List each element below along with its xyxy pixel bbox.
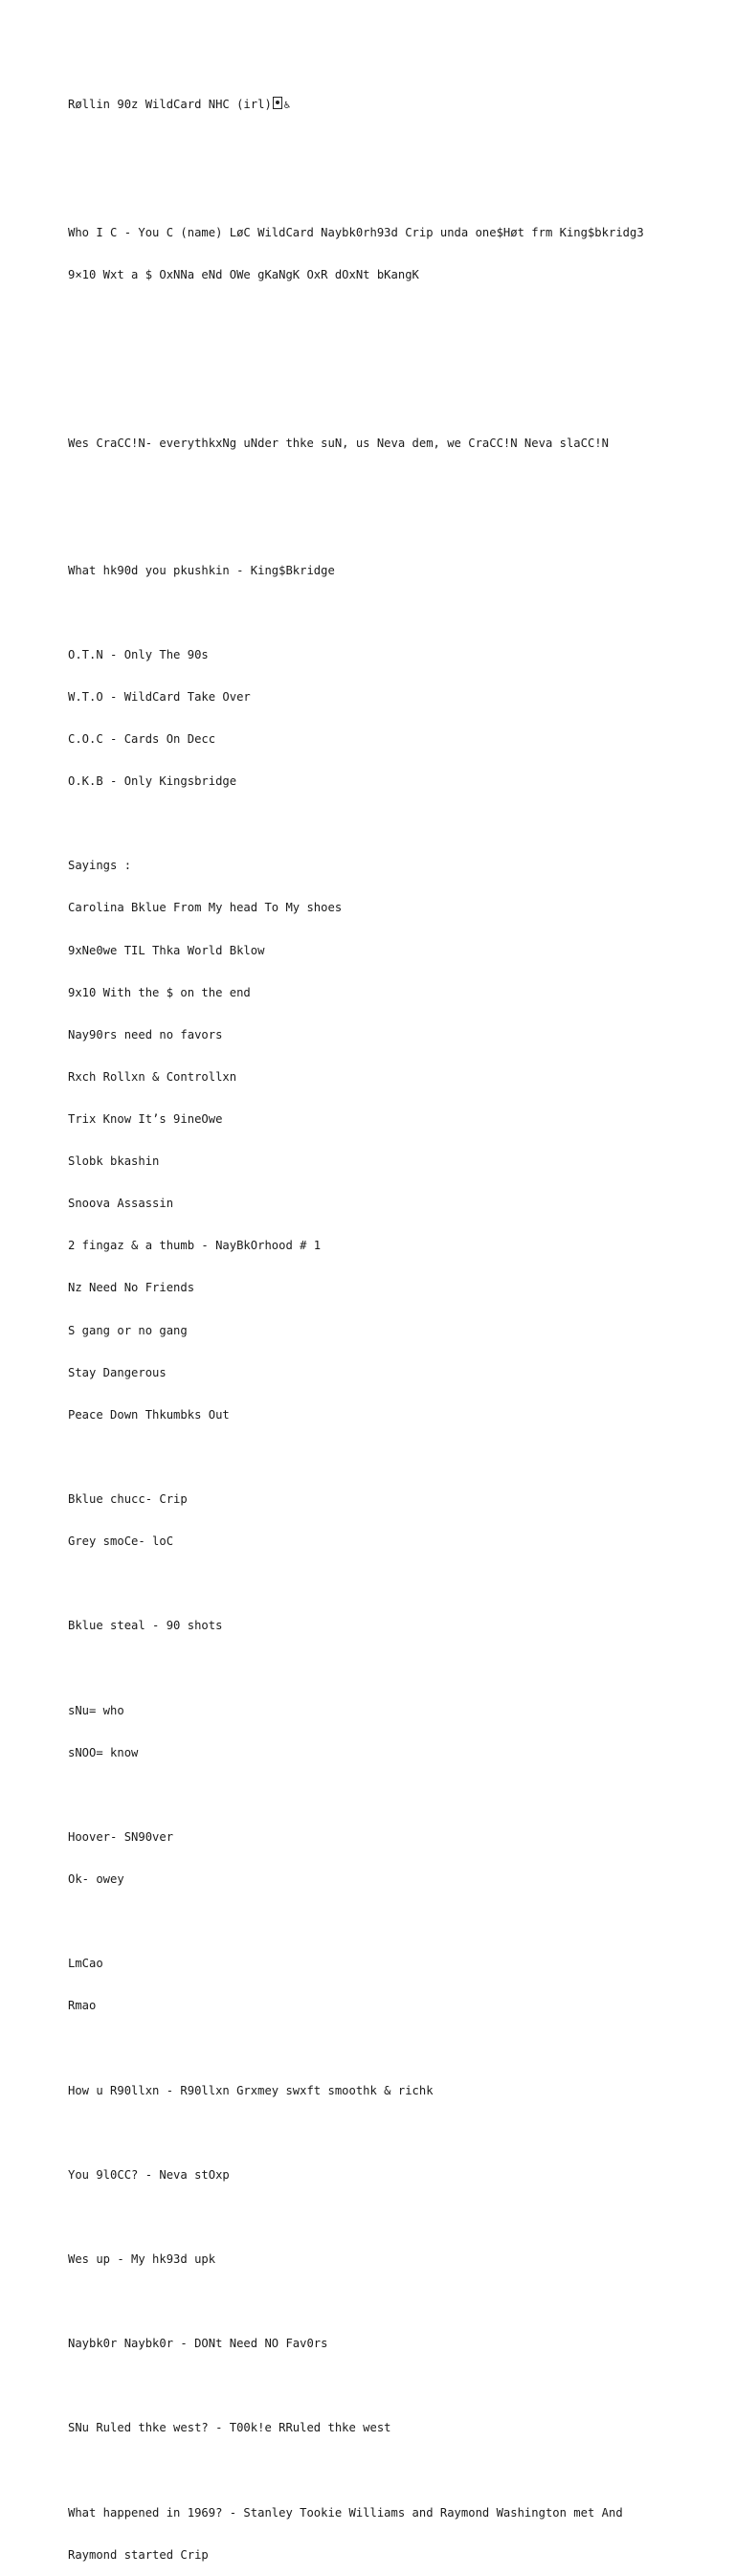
steal-line: Bklue steal - 90 shots [68,1619,223,1633]
saying-line: Trix Know It’s 9ineOwe [68,1112,223,1127]
colors-line: Grey smoCe- loC [68,1534,174,1549]
blank-line [68,2126,700,2140]
qa-line: Wes up - My hk93d upk [68,2251,216,2266]
blank-line [68,2464,700,2478]
blank-line [68,2041,700,2055]
blank-line [68,479,700,493]
saying-line: Nz Need No Friends [68,1281,195,1295]
saying-line: Stay Dangerous [68,1365,167,1379]
blank-line [68,394,700,409]
blank-line [68,2295,700,2309]
blank-line [68,352,700,367]
saying-line: Snoova Assassin [68,1197,174,1211]
qa-line: How u R90llxn - R90llxn Grxmey swxft smoothk & richk [68,2083,434,2097]
blank-line [68,817,700,831]
wheelchair-icon: ♿ [283,99,291,112]
sayings-header: Sayings : [68,859,132,873]
history-line: Raymond started Crip [68,2547,209,2562]
blank-line [68,142,700,156]
saying-line: Peace Down Thkumbks Out [68,1407,230,1422]
qa-line: You 9l0CC? - Neva stOxp [68,2167,230,2182]
saying-line: Carolina Bklue From My head To My shoes [68,901,343,915]
saying-line: 9x10 With the $ on the end [68,985,251,999]
qa-line: Naybk0r Naybk0r - DONt Need NO Fav0rs [68,2337,328,2351]
blank-line [68,1450,700,1465]
blank-line [68,1577,700,1591]
document-title [68,97,700,113]
blank-line [68,2379,700,2393]
intro-line: 9×10 Wxt a $ OxNNa eNd OWe gKaNgK OxR dOxNt bKangK [68,267,419,281]
motto-line: Wes CraCC!N- everythkxNg uNder thke suN, us Neva dem, we CraCC!N Neva slaCC!N [68,437,609,451]
blank-line [68,2210,700,2225]
saying-line: Slobk bkashin [68,1154,160,1169]
acronym-line: W.T.O - WildCard Take Over [68,689,251,704]
pushing-line: What hk90d you pkushkin - King$Bkridge [68,563,335,577]
title-text: Røllin 90z WildCard NHC (irl) [68,98,272,112]
saying-line: 9xNe0we TIL Thka World Bklow [68,943,265,957]
saying-line: Nay90rs need no favors [68,1027,223,1042]
acronym-line: C.O.C - Cards On Decc [68,732,216,747]
qa-line: SNu Ruled thke west? - T00k!e RRuled thke west [68,2421,391,2435]
acronym-line: O.T.N - Only The 90s [68,647,209,661]
hoover-line: Ok- owey [68,1872,124,1886]
document-body [68,69,700,2576]
blank-line [68,1915,700,1929]
saying-line: 2 fingaz & a thumb - NayBkOrhood # 1 [68,1239,322,1253]
snu-line: sNu= who [68,1703,124,1717]
lmao-line: LmCao [68,1957,103,1971]
blank-line [68,310,700,325]
blank-line [68,184,700,198]
saying-line: S gang or no gang [68,1323,188,1337]
star-box-icon [273,97,282,109]
lmao-line: Rmao [68,1999,97,2013]
hoover-line: Hoover- SN90ver [68,1829,174,1844]
acronym-line: O.K.B - Only Kingsbridge [68,774,237,789]
blank-line [68,606,700,620]
saying-line: Rxch Rollxn & Controllxn [68,1069,237,1084]
blank-line [68,1661,700,1675]
blank-line [68,522,700,536]
snu-line: sNOO= know [68,1745,139,1759]
colors-line: Bklue chucc- Crip [68,1492,188,1507]
blank-line [68,1788,700,1803]
history-line: What happened in 1969? - Stanley Tookie Williams and Raymond Washington met And [68,2505,623,2520]
intro-line: Who I C - You C (name) LøC WildCard Naybk0rh93d Crip unda one$Høt frm King$bkridg3 [68,225,644,239]
